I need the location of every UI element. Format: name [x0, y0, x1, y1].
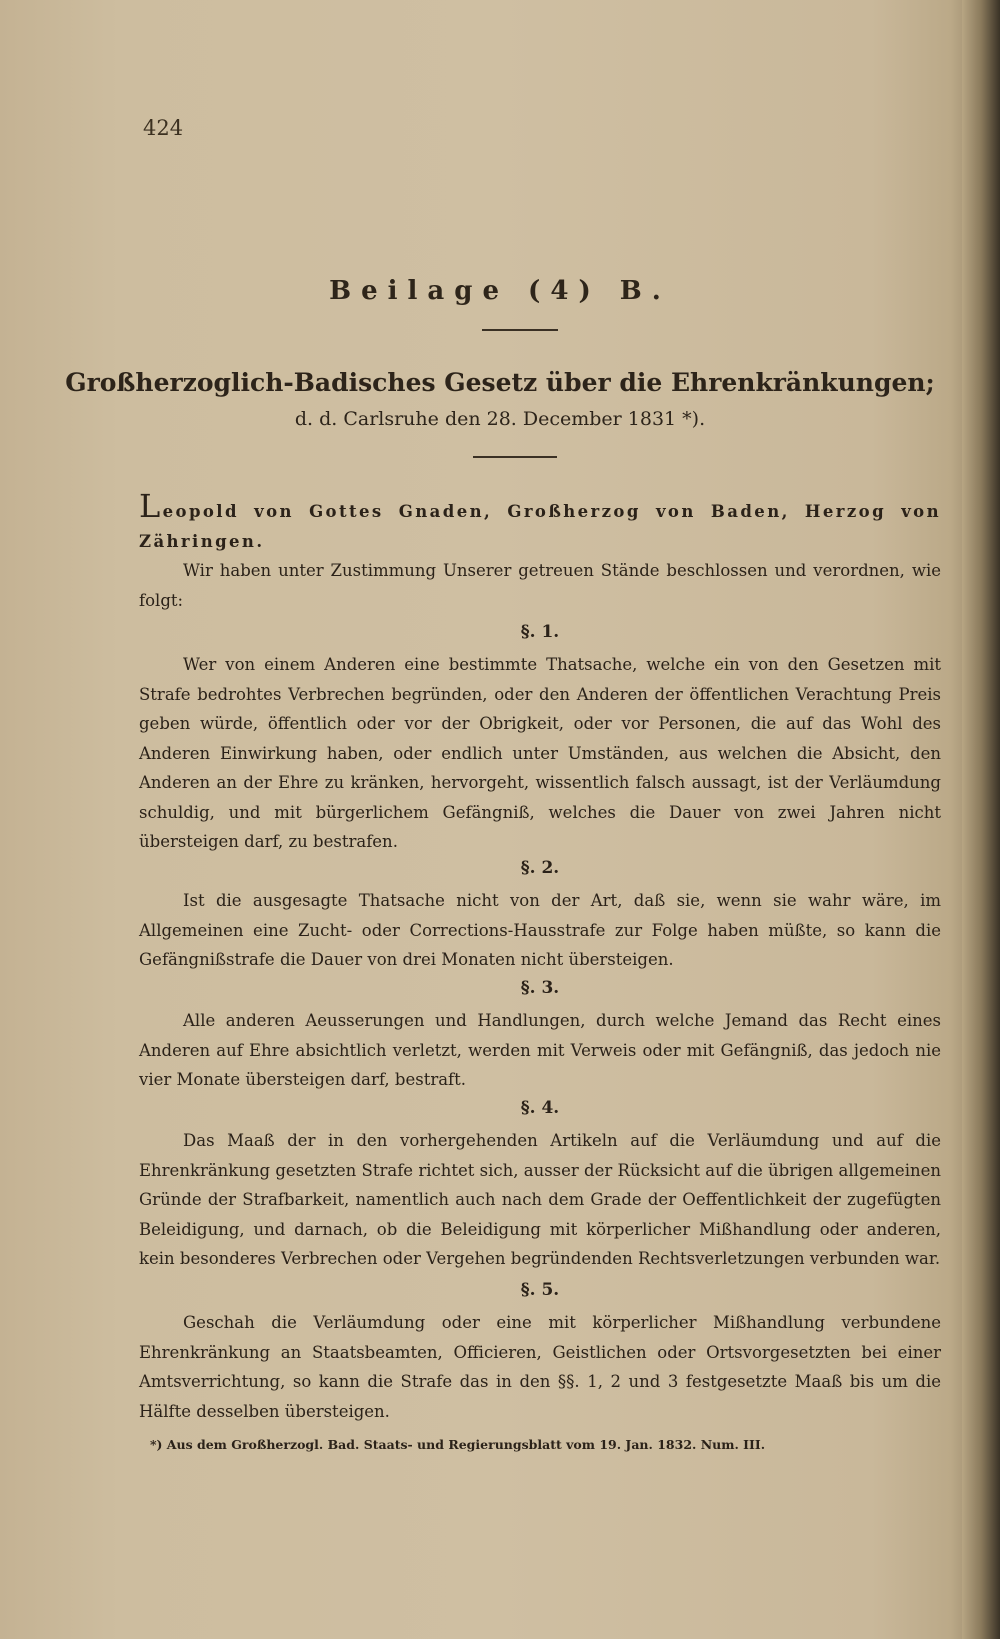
- law-date-line: d. d. Carlsruhe den 28. December 1831 *).: [294, 408, 706, 430]
- preamble-title-line: [139, 487, 941, 556]
- appendix-heading: Beilage (4) B.: [329, 276, 671, 306]
- divider-top: [482, 329, 558, 331]
- drop-cap: L: [139, 487, 163, 525]
- preamble-line1: eopold von Gottes Gnaden, Großherzog von Baden, Herzog von Zähringen.: [139, 502, 941, 551]
- section-label: §. 1.: [520, 622, 560, 642]
- section-text: Das Maaß der in den vorhergehenden Artikeln auf die Verläumdung und auf die Ehrenkränkung gesetzten Strafe richtet sich, ausser der Rücksicht auf die übrigen allgemeinen Gründe der Strafbarkeit, namentlich auch nach dem Grade der Oeffentlichkeit der zugefügten Beleidigung, und darnach, ob die Beleidigung mit körperlicher Mißhandlung oder anderen, kein besonderes Verbrechen oder Vergehen begründenden Rechtsverletzungen verbunden war.: [139, 1131, 941, 1268]
- preamble-enactment: Wir haben unter Zustimmung Unserer getreuen Stände beschlossen und verordnen, wie folgt:: [139, 561, 941, 610]
- section-label: §. 5.: [520, 1280, 560, 1300]
- page-number: 424: [143, 116, 184, 140]
- footnote: *) Aus dem Großherzogl. Bad. Staats- und Regierungsblatt vom 19. Jan. 1832. Num. III.: [150, 1437, 766, 1452]
- section-text: Geschah die Verläumdung oder eine mit körperlicher Mißhandlung verbundene Ehrenkränkung an Staatsbeamten, Officieren, Geistlichen oder Ortsvorgesetzten bei einer Amtsverrichtung, so kann die Strafe das in den §§. 1, 2 und 3 festgesetzte Maaß bis um die Hälfte desselben übersteigen.: [139, 1313, 941, 1421]
- divider-bottom: [473, 456, 557, 458]
- section-text: Alle anderen Aeusserungen und Handlungen, durch welche Jemand das Recht eines Anderen auf Ehre absichtlich verletzt, werden mit Verweis oder mit Gefängniß, das jedoch nie vier Monate übersteigen darf, bestraft.: [139, 1011, 941, 1089]
- section-label: §. 4.: [520, 1098, 560, 1118]
- section-label: §. 3.: [520, 978, 560, 998]
- section-label: §. 2.: [520, 858, 560, 878]
- page-edge-shadow: [962, 0, 1000, 1639]
- section-text: Wer von einem Anderen eine bestimmte Thatsache, welche ein von den Gesetzen mit Strafe bedrohtes Verbrechen begründen, oder den Anderen der öffentlichen Verachtung Preis geben würde, öffentlich oder vor der Obrigkeit, oder vor Personen, die auf das Wohl des Anderen Einwirkung haben, oder endlich unter Umständen, aus welchen die Absicht, den Anderen an der Ehre zu kränken, hervorgeht, wissentlich falsch aussagt, ist der Verläumdung schuldig, und mit bürgerlichem Gefängniß, welches die Dauer von zwei Jahren nicht übersteigen darf, zu bestrafen.: [139, 655, 941, 851]
- section-text: Ist die ausgesagte Thatsache nicht von der Art, daß sie, wenn sie wahr wäre, im Allgemeinen eine Zucht- oder Corrections-Hausstrafe zur Folge haben müßte, so kann die Gefängnißstrafe die Dauer von drei Monaten nicht übersteigen.: [139, 891, 941, 969]
- law-title: Großherzoglich-Badisches Gesetz über die Ehrenkränkungen;: [65, 368, 935, 397]
